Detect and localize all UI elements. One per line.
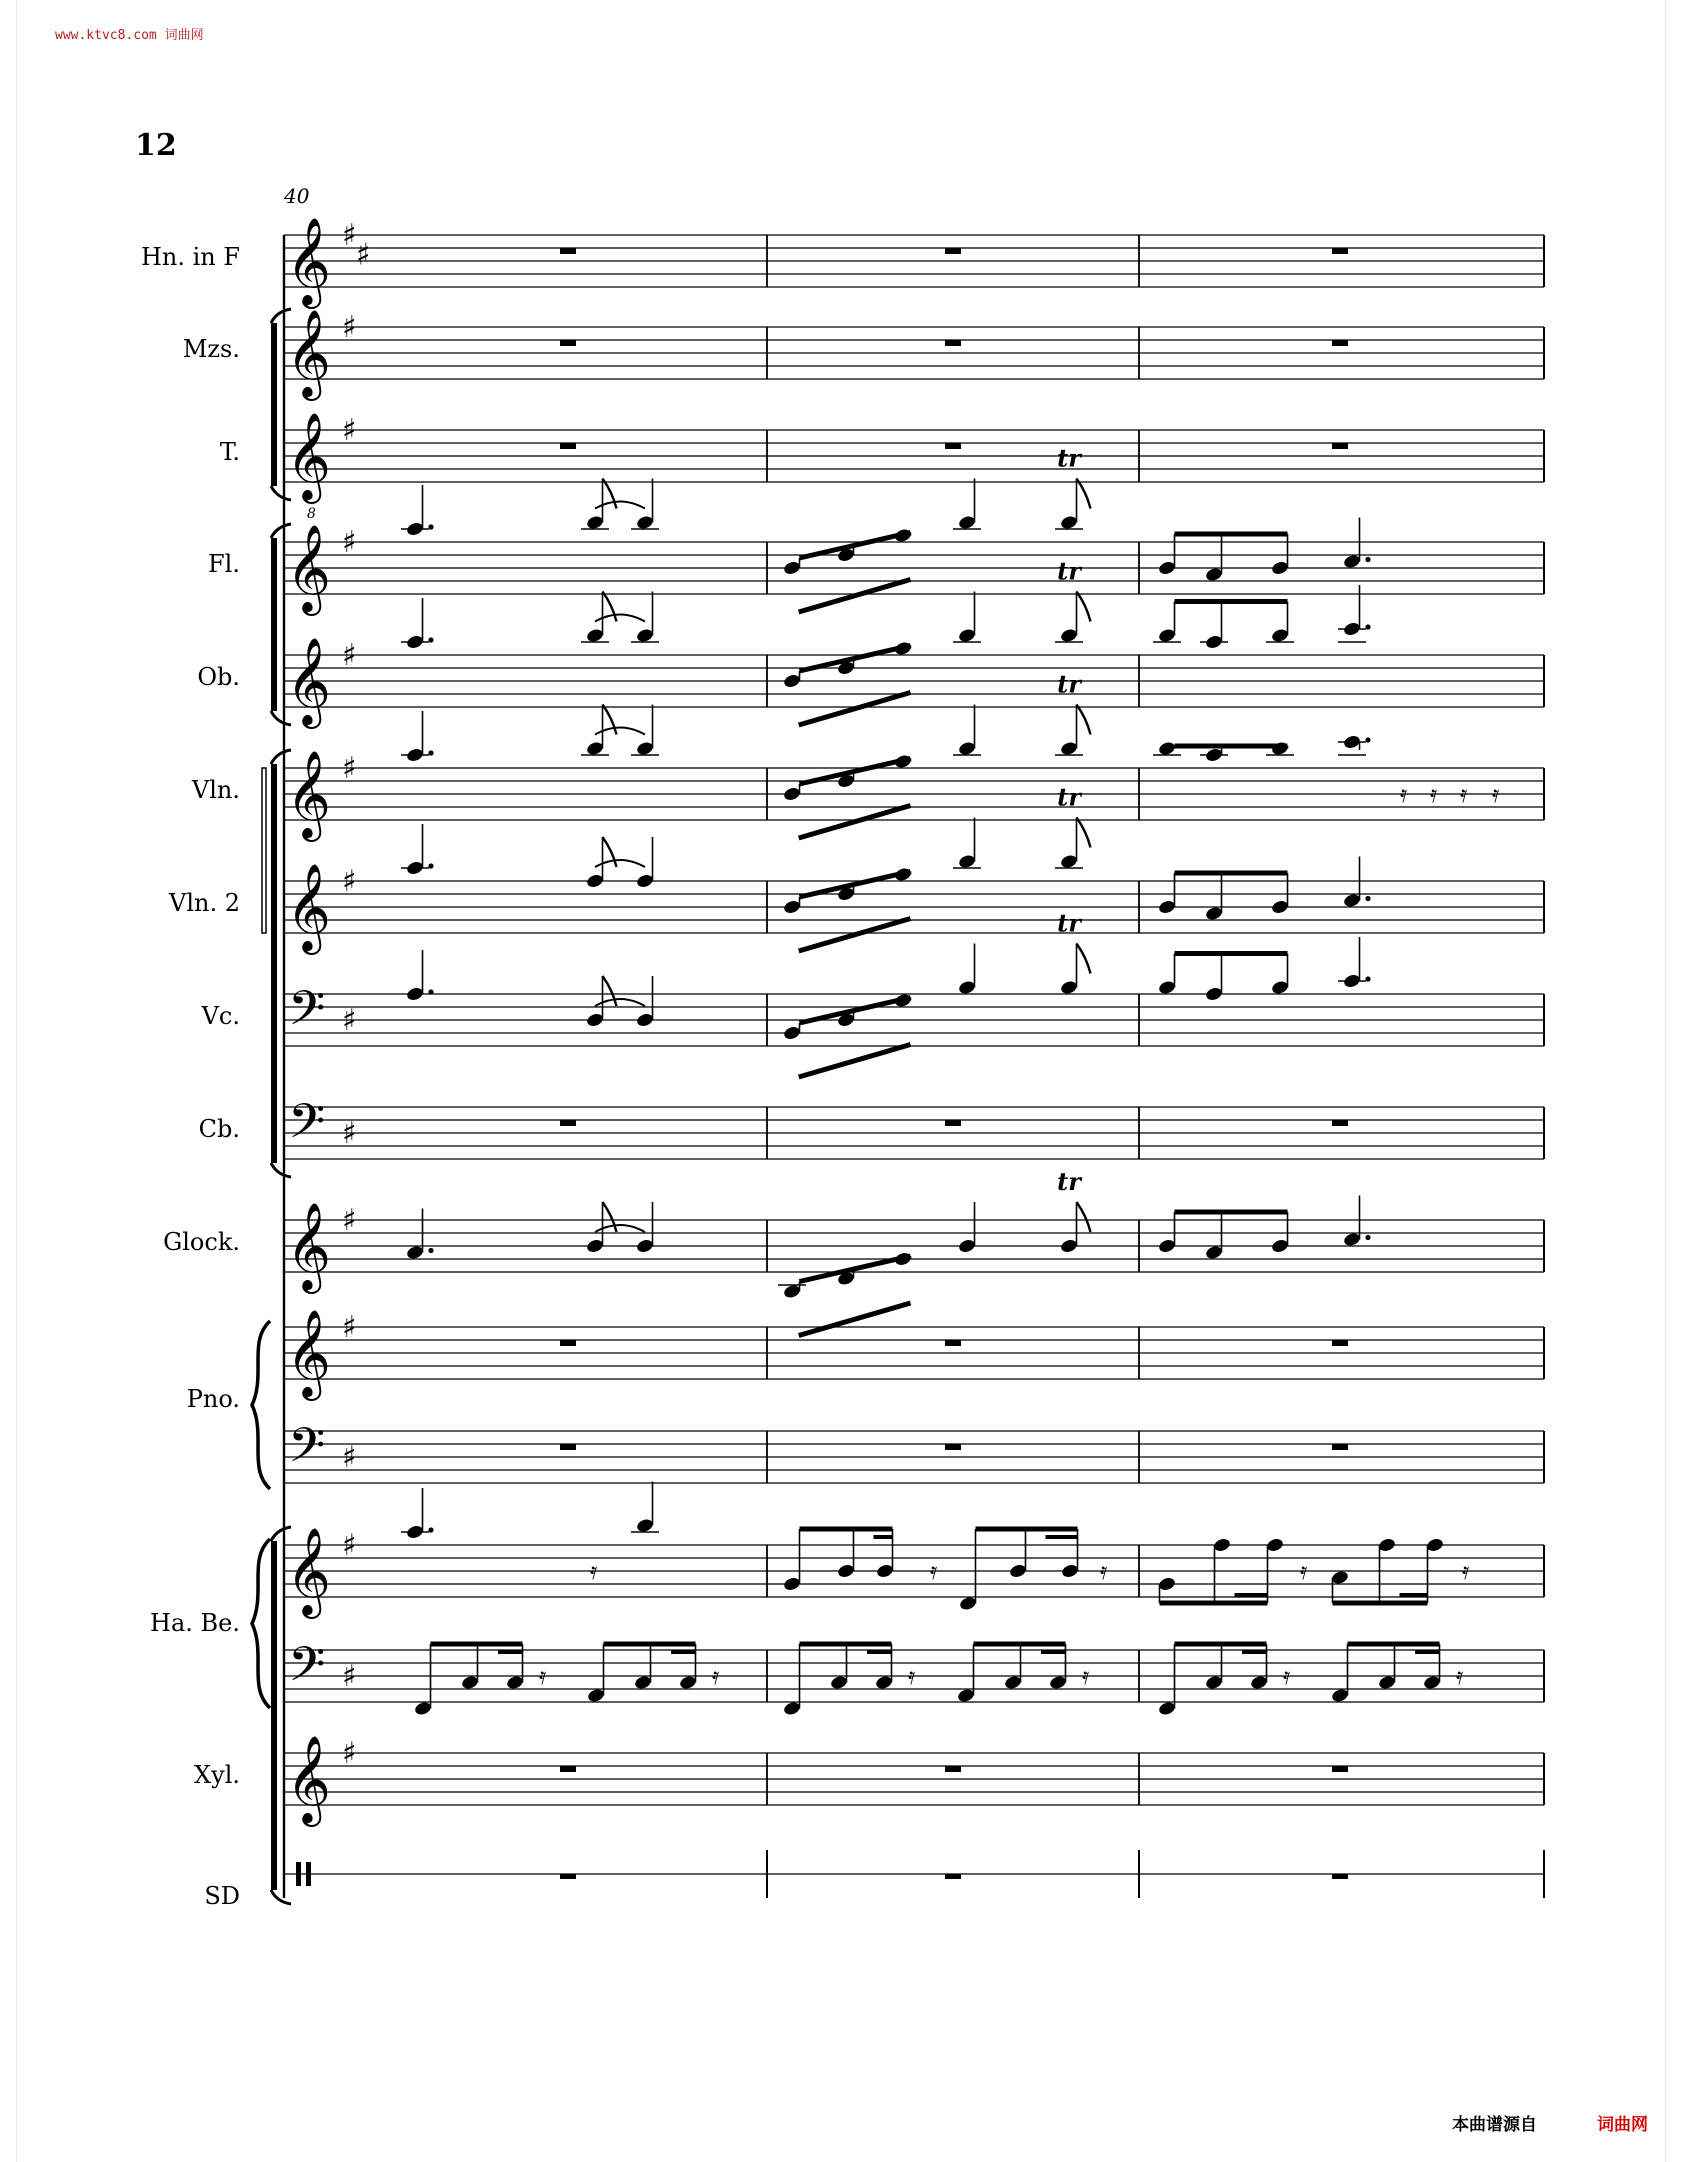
whole-rest (1332, 443, 1348, 449)
note-head (636, 515, 655, 531)
beam (800, 998, 911, 1024)
sixteenth-rest: 𝄿 (712, 1662, 720, 1690)
note-head (1158, 1701, 1177, 1717)
treble-clef: 𝄞 (286, 749, 331, 838)
whole-rest (560, 1120, 576, 1126)
note-head (1331, 1688, 1350, 1704)
note-head (1158, 560, 1177, 576)
beam (799, 1045, 911, 1078)
note-head (876, 1563, 895, 1579)
dot (1365, 976, 1370, 981)
note-head (958, 854, 977, 870)
whole-rest (945, 340, 961, 346)
note-head (406, 860, 425, 876)
dot (1365, 737, 1370, 742)
system-brackets (252, 235, 291, 1904)
note-head (1060, 1238, 1079, 1254)
note-head (1205, 567, 1224, 583)
whole-rest (560, 1444, 576, 1450)
note-head (875, 1675, 894, 1691)
beam (800, 759, 911, 785)
whole-rest (945, 1340, 961, 1346)
staff-handbells-treble (150, 1482, 1544, 1638)
note-head (783, 673, 802, 689)
dot (1365, 557, 1370, 562)
dot (428, 750, 433, 755)
note-head (406, 747, 425, 763)
footer-brand[interactable]: 词曲网 (1597, 2115, 1648, 2135)
trill-mark: tr (1057, 782, 1081, 812)
note-head (958, 628, 977, 644)
note-head (1343, 973, 1362, 989)
note-head (1271, 560, 1290, 576)
note-head (1331, 1570, 1350, 1586)
note-head (783, 899, 802, 915)
sixteenth-rest: 𝄿 (1492, 780, 1500, 808)
sixteenth-rest: 𝄿 (1400, 780, 1408, 808)
note-head (1271, 628, 1290, 644)
note-head (958, 741, 977, 757)
sharp-sign: ♯ (342, 218, 357, 253)
dot (428, 1527, 433, 1532)
note-head (406, 521, 425, 537)
staff-piano-bass (284, 1417, 1544, 1485)
staff-cello (201, 909, 1544, 1078)
note-head (1343, 1232, 1362, 1248)
staff-horn (141, 216, 1544, 309)
sixteenth-rest: 𝄿 (1300, 1557, 1308, 1585)
note-head (830, 1675, 849, 1691)
sharp-sign: ♯ (342, 525, 357, 560)
dot (1365, 896, 1370, 901)
whole-rest (1332, 340, 1348, 346)
note-head (506, 1675, 525, 1691)
treble-clef: 𝄞 (286, 1308, 331, 1397)
beam (799, 580, 911, 613)
note-head (586, 515, 605, 531)
note-head (1060, 515, 1079, 531)
sixteenth-rest: 𝄿 (590, 1557, 598, 1585)
note-head (636, 1012, 655, 1028)
treble-clef: 𝄞 (286, 862, 331, 951)
note-head (1271, 980, 1290, 996)
staff-violin1 (191, 670, 1544, 843)
instrument-label: Hn. in F (140, 243, 240, 271)
beam (799, 693, 911, 726)
beam (800, 1256, 911, 1282)
instrument-label: Ha. Be. (150, 1609, 240, 1637)
strings-bracket (271, 764, 277, 1163)
sixteenth-rest: 𝄿 (908, 1662, 916, 1690)
note-head (1205, 747, 1224, 763)
percussion-clef (296, 1862, 301, 1886)
note-head (1158, 1238, 1177, 1254)
note-head (1061, 1563, 1080, 1579)
note-head (1343, 734, 1362, 750)
whole-rest (560, 1340, 576, 1346)
note-head (461, 1675, 480, 1691)
whole-rest (1332, 1340, 1348, 1346)
note-head (783, 1701, 802, 1717)
trill-mark: tr (1057, 1167, 1081, 1196)
percussion-bracket-hook (271, 1890, 291, 1904)
sharp-sign: ♯ (342, 1116, 357, 1151)
whole-rest (1332, 248, 1348, 254)
sixteenth-rest: 𝄿 (930, 1557, 938, 1585)
page-number: 12 (135, 128, 177, 163)
instrument-label: SD (204, 1882, 240, 1910)
whole-rest (1332, 1120, 1348, 1126)
note-head (636, 1518, 655, 1534)
note-head (1378, 1537, 1397, 1553)
note-head (406, 1245, 425, 1261)
trill-mark: tr (1057, 908, 1081, 938)
note-head (1213, 1537, 1232, 1553)
note-head (783, 1025, 802, 1041)
note-head (679, 1675, 698, 1691)
bass-clef: 𝄢 (288, 1417, 326, 1485)
sharp-sign: ♯ (342, 751, 357, 786)
staff-xylophone (194, 1734, 1544, 1827)
flag (1077, 592, 1091, 622)
treble-clef: 𝄞 (286, 216, 331, 305)
flag (1077, 944, 1091, 974)
note-head (1060, 980, 1079, 996)
beam (800, 533, 911, 559)
whole-rest (560, 443, 576, 449)
whole-rest (945, 1874, 961, 1879)
bass-clef: 𝄢 (288, 1093, 326, 1161)
staff-tenor (220, 411, 1544, 522)
footer-credit: 本曲谱源自 (1452, 2115, 1537, 2135)
note-head (1250, 1675, 1269, 1691)
note-head (636, 1238, 655, 1254)
octave-marker: 8 (307, 506, 316, 522)
note-head (1205, 1245, 1224, 1261)
sixteenth-rest: 𝄿 (539, 1662, 547, 1690)
sharp-sign: ♯ (342, 310, 357, 345)
dot (428, 524, 433, 529)
flag (1077, 818, 1091, 848)
trill-mark: tr (1057, 556, 1081, 586)
treble-clef: 𝄞 (286, 411, 331, 500)
note-head (958, 980, 977, 996)
instrument-label: Glock. (163, 1228, 240, 1256)
treble-clef: 𝄞 (286, 1201, 331, 1290)
instrument-label: Vc. (201, 1002, 240, 1030)
sharp-sign: ♯ (342, 1440, 357, 1475)
sharp-sign: ♯ (342, 864, 357, 899)
note-head (634, 1675, 653, 1691)
whole-rest (1332, 1444, 1348, 1450)
note-head (1004, 1675, 1023, 1691)
staff-violin2 (168, 783, 1544, 956)
note-head (958, 515, 977, 531)
note-head (406, 1524, 425, 1540)
note-head (1049, 1675, 1068, 1691)
note-head (636, 741, 655, 757)
note-head (1423, 1675, 1442, 1691)
sharp-sign: ♯ (342, 1528, 357, 1563)
voices-bracket (271, 323, 277, 486)
note-head (783, 786, 802, 802)
beam (800, 646, 911, 672)
note-head (406, 986, 425, 1002)
dot (1365, 624, 1370, 629)
treble-clef: 𝄞 (286, 636, 331, 725)
instrument-label: Pno. (186, 1385, 240, 1413)
whole-rest (1332, 1766, 1348, 1772)
instrument-label: Ob. (197, 663, 240, 691)
note-head (1343, 621, 1362, 637)
trill-mark: tr (1057, 669, 1081, 699)
note-head (414, 1701, 433, 1717)
bass-clef: 𝄢 (288, 1636, 326, 1704)
violins-subbracket (262, 768, 266, 933)
instrument-label: Xyl. (194, 1761, 240, 1789)
whole-rest (945, 1120, 961, 1126)
note-head (1158, 741, 1177, 757)
instrument-label: T. (219, 438, 240, 466)
note-head (1426, 1537, 1445, 1553)
whole-rest (560, 1766, 576, 1772)
note-head (783, 1576, 802, 1592)
whole-rest (560, 248, 576, 254)
dot (428, 989, 433, 994)
note-head (1343, 893, 1362, 909)
sixteenth-rest: 𝄿 (1462, 1557, 1470, 1585)
dot (1365, 1235, 1370, 1240)
sharp-sign: ♯ (342, 1310, 357, 1345)
percussion-bracket (271, 1541, 277, 1890)
beam (799, 1303, 911, 1336)
whole-rest (945, 443, 961, 449)
note-head (586, 1238, 605, 1254)
staff-handbells-bass (284, 1636, 1544, 1716)
sharp-sign: ♯ (342, 1659, 357, 1694)
instrument-label: Fl. (208, 550, 240, 578)
note-head (636, 873, 655, 889)
note-head (1009, 1563, 1028, 1579)
beam (799, 919, 911, 952)
note-head (1060, 628, 1079, 644)
trill-mark: tr (1057, 443, 1081, 473)
note-head (1158, 1576, 1177, 1592)
note-head (1266, 1537, 1285, 1553)
whole-rest (945, 1766, 961, 1772)
whole-rest (1332, 1874, 1348, 1879)
sharp-sign: ♯ (342, 638, 357, 673)
note-head (959, 1596, 978, 1612)
note-head (1205, 634, 1224, 650)
treble-clef: 𝄞 (286, 1734, 331, 1823)
treble-clef: 𝄞 (286, 308, 331, 397)
note-head (587, 1688, 606, 1704)
note-head (586, 873, 605, 889)
staff-piano-treble (187, 1308, 1544, 1413)
handbells-brace (252, 1539, 270, 1708)
note-head (1378, 1675, 1397, 1691)
sharp-sign: ♯ (342, 1203, 357, 1238)
staff-mezzo (183, 308, 1544, 401)
sixteenth-rest: 𝄿 (1460, 780, 1468, 808)
note-head (1205, 906, 1224, 922)
note-head (1271, 1238, 1290, 1254)
whole-rest (945, 248, 961, 254)
sharp-sign: ♯ (342, 1736, 357, 1771)
note-head (837, 1563, 856, 1579)
note-head (1158, 980, 1177, 996)
measure-number: 40 (284, 184, 310, 208)
treble-clef: 𝄞 (286, 523, 331, 612)
percussion-clef (306, 1862, 311, 1886)
flag (1077, 479, 1091, 509)
dot (428, 1248, 433, 1253)
note-head (636, 628, 655, 644)
instrument-label: Vln. 2 (169, 889, 240, 917)
note-head (1158, 899, 1177, 915)
dot (428, 863, 433, 868)
whole-rest (945, 1444, 961, 1450)
note-head (1205, 1675, 1224, 1691)
sixteenth-rest: 𝄿 (1430, 780, 1438, 808)
sharp-sign: ♯ (342, 1003, 357, 1038)
note-head (1060, 741, 1079, 757)
sixteenth-rest: 𝄿 (1082, 1662, 1090, 1690)
whole-rest (560, 1874, 576, 1879)
treble-clef: 𝄞 (286, 1526, 331, 1615)
note-head (1343, 554, 1362, 570)
note-head (958, 1238, 977, 1254)
sixteenth-rest: 𝄿 (1100, 1557, 1108, 1585)
bass-clef: 𝄢 (288, 980, 326, 1048)
note-head (1060, 854, 1079, 870)
beam (800, 872, 911, 898)
note-head (957, 1688, 976, 1704)
whole-rest (560, 340, 576, 346)
sixteenth-rest: 𝄿 (1283, 1662, 1291, 1690)
note-head (586, 628, 605, 644)
note-head (586, 1012, 605, 1028)
instrument-label: Cb. (198, 1115, 240, 1143)
note-head (406, 634, 425, 650)
dot (428, 637, 433, 642)
instrument-label: Mzs. (182, 335, 240, 363)
note-head (1205, 986, 1224, 1002)
sharp-sign: ♯ (342, 413, 357, 448)
beam (799, 806, 911, 839)
site-url[interactable]: www.ktvc8.com 词曲网 (55, 28, 204, 43)
staff-glockenspiel (163, 1167, 1544, 1336)
note-head (1158, 628, 1177, 644)
staff-oboe (197, 557, 1544, 730)
note-head (783, 1284, 802, 1300)
sharp-sign: ♯ (356, 237, 371, 273)
strings-bracket-hook (271, 1163, 291, 1177)
woodwinds-bracket (271, 538, 277, 711)
note-head (1271, 899, 1290, 915)
staff-contrabass (199, 1093, 1544, 1161)
instrument-label: Vln. (191, 776, 240, 804)
piano-brace (252, 1321, 270, 1489)
note-head (783, 560, 802, 576)
staff-snare-drum (204, 1850, 1544, 1910)
flag (1077, 705, 1091, 735)
flag (1077, 1202, 1091, 1232)
note-head (586, 741, 605, 757)
sixteenth-rest: 𝄿 (1456, 1662, 1464, 1690)
